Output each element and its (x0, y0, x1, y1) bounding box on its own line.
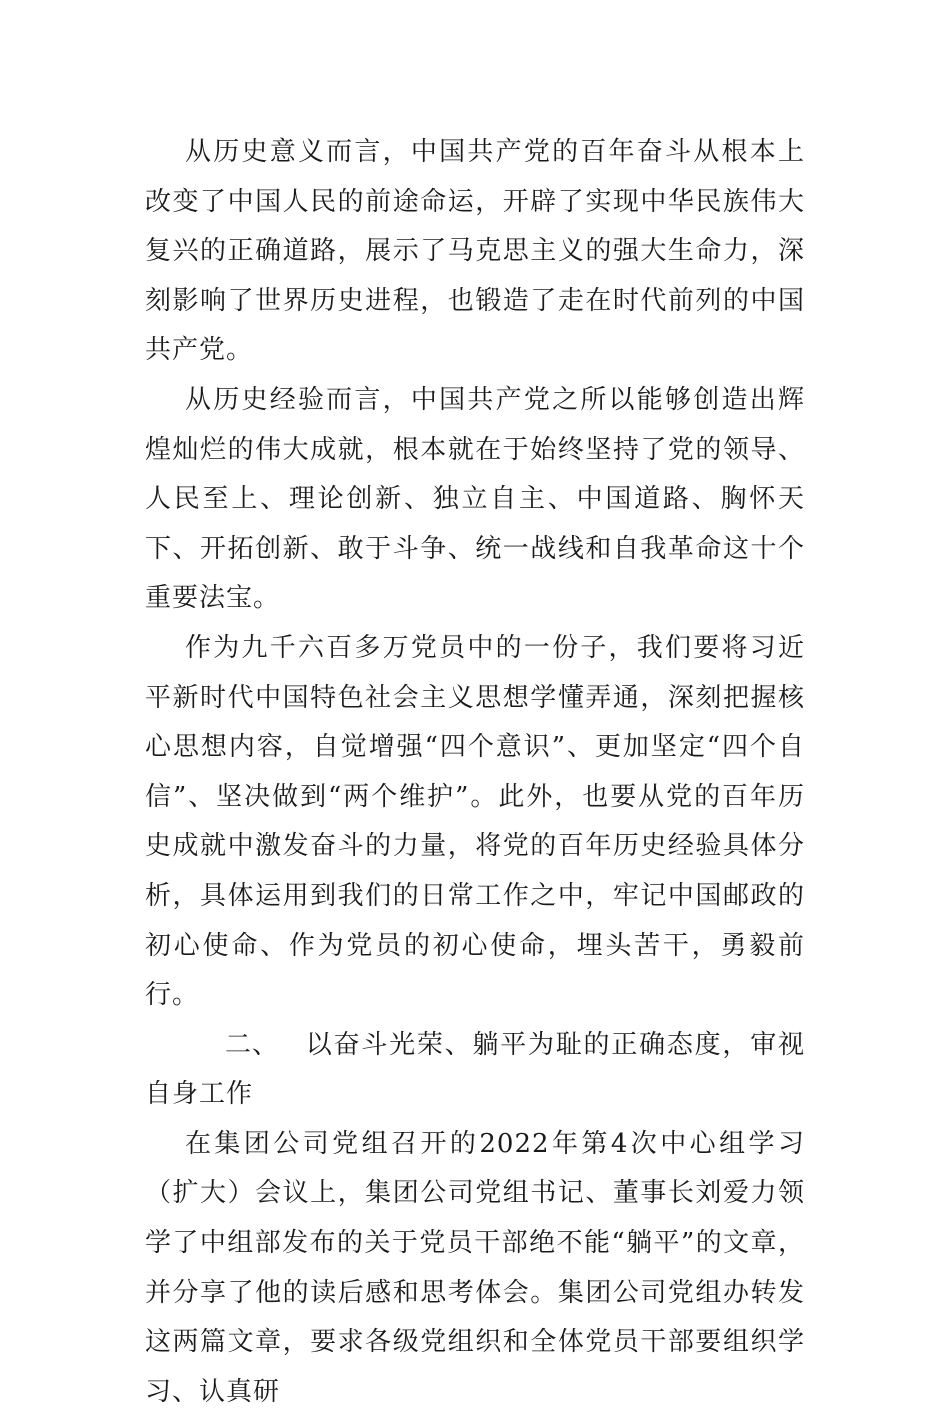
paragraph-group-meeting: 在集团公司党组召开的2022年第4次中心组学习（扩大）会议上，集团公司党组书记、董事长刘爱力领学了中组部发布的关于党员干部绝不能“躺平”的文章，并分享了他的读后感和思考体会。集团公司党组办转发这两篇文章，要求各级党组织和全体党员干部要组织学习、认真研 (145, 1128, 805, 1407)
section-heading (145, 1021, 805, 1120)
section-heading-number: 二、 (225, 1029, 280, 1060)
paragraph-historical-significance: 从历史意义而言，中国共产党的百年奋斗从根本上改变了中国人民的前途命运，开辟了实现中华民族伟大复兴的正确道路，展示了马克思主义的强大生命力，深刻影响了世界历史进程，也锻造了走在时代前列的中国共产党。 (145, 137, 805, 366)
paragraph-party-member-duty: 作为九千六百多万党员中的一份子，我们要将习近平新时代中国特色社会主义思想学懂弄通，深刻把握核心思想内容，自觉增强“四个意识”、更加坚定“四个自信”、坚决做到“两个维护”。此外，也要从党的百年历史成就中激发奋斗的力量，将党的百年历史经验具体分析，具体运用到我们的日常工作之中，牢记中国邮政的初心使命、作为党员的初心使命，埋头苦干，勇毅前行。 (145, 632, 805, 1011)
section-heading-text: 以奋斗光荣、躺平为耻的正确态度，审视自身工作 (145, 1029, 805, 1110)
document-body (145, 128, 805, 1417)
paragraph-historical-experience: 从历史经验而言，中国共产党之所以能够创造出辉煌灿烂的伟大成就，根本就在于始终坚持了党的领导、人民至上、理论创新、独立自主、中国道路、胸怀天下、开拓创新、敢于斗争、统一战线和自我革命这十个重要法宝。 (145, 384, 805, 614)
